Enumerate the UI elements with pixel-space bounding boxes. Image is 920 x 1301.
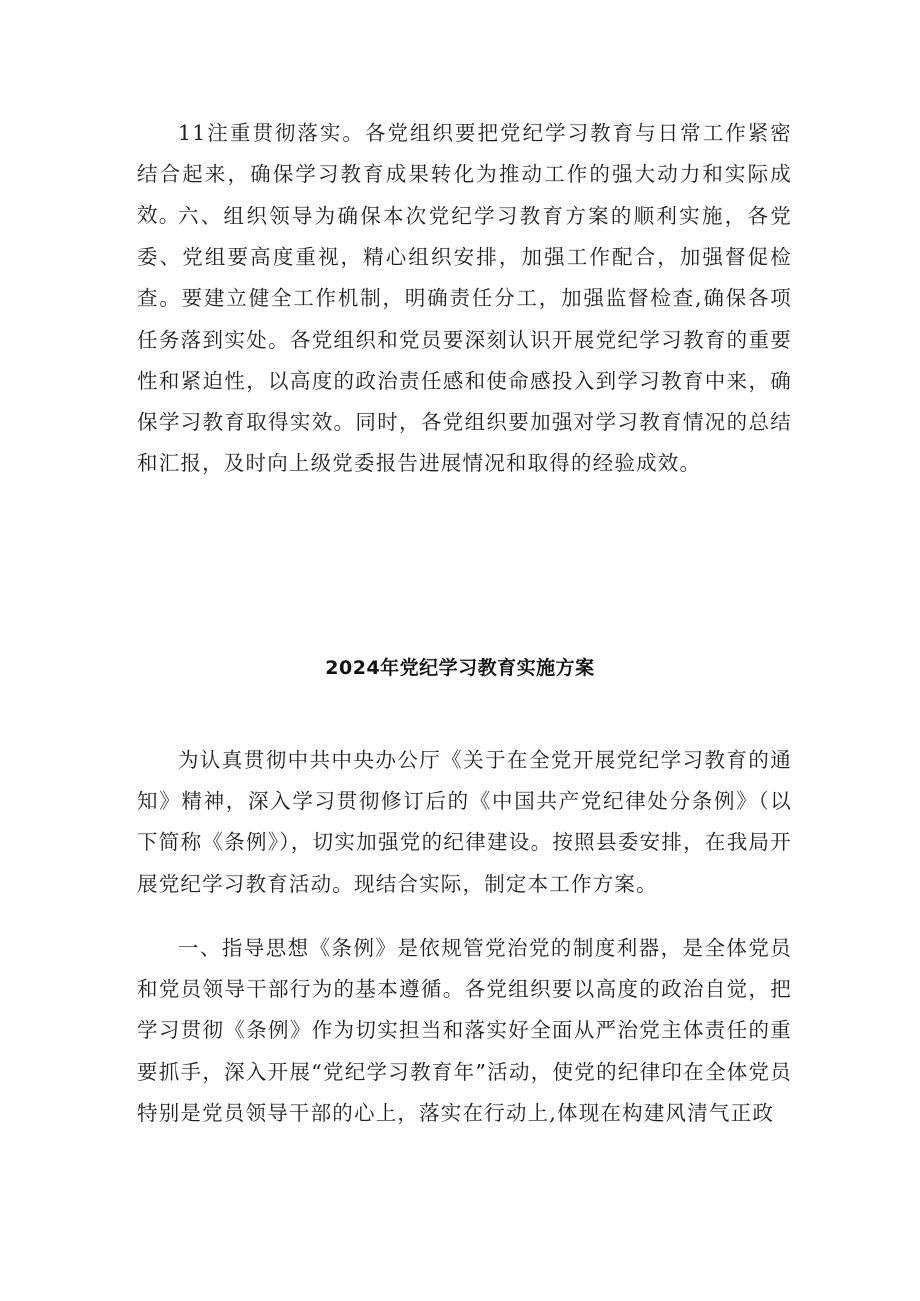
paragraph-organization-leadership: 六、组织领导为确保本次党纪学习教育方案的顺利实施，各党委、党组要高度重视，精心组织安排，加强工作配合，加强督促检查。要建立健全工作机制，明确责任分工，加强监督检查,确保各项任务落到实处。各党组织和党员要深刻认识开展党纪学习教育的重要性和紧迫性，以高度的政治责任感和使命感投入到学习教育中来，确保学习教育取得实效。同时，各党组织要加强对学习教育情况的总结和汇报，及时向上级党委报告进展情况和取得的经验成效。 xyxy=(137,204,792,476)
paragraph-introduction: 为认真贯彻中共中央办公厅《关于在全党开展党纪学习教育的通知》精神，深入学习贯彻修订后的《中国共产党纪律处分条例》（以下简称《条例》），切实加强党的纪律建设。按照县委安排，在我局开展党纪学习教育活动。现结合实际，制定本工作方案。 xyxy=(137,748,792,896)
section-title: 2024年党纪学习教育实施方案 xyxy=(325,657,595,679)
paragraph-guiding-ideology: 一、指导思想《条例》是依规管党治党的制度利器，是全体党员和党员领导干部行为的基本遵循。各党组织要以高度的政治自觉，把学习贯彻《条例》作为切实担当和落实好全面从严治党主体责任的重要抓手，深入开展“党纪学习教育年”活动，使党的纪律印在全体党员特别是党员领导干部的心上，落实在行动上,体现在构建风清气正政 xyxy=(137,936,792,1125)
paragraph-implementation: 11注重贯彻落实。各党组织要把党纪学习教育与日常工作紧密结合起来，确保学习教育成果转化为推动工作的强大动力和实际成效。 xyxy=(137,121,792,228)
